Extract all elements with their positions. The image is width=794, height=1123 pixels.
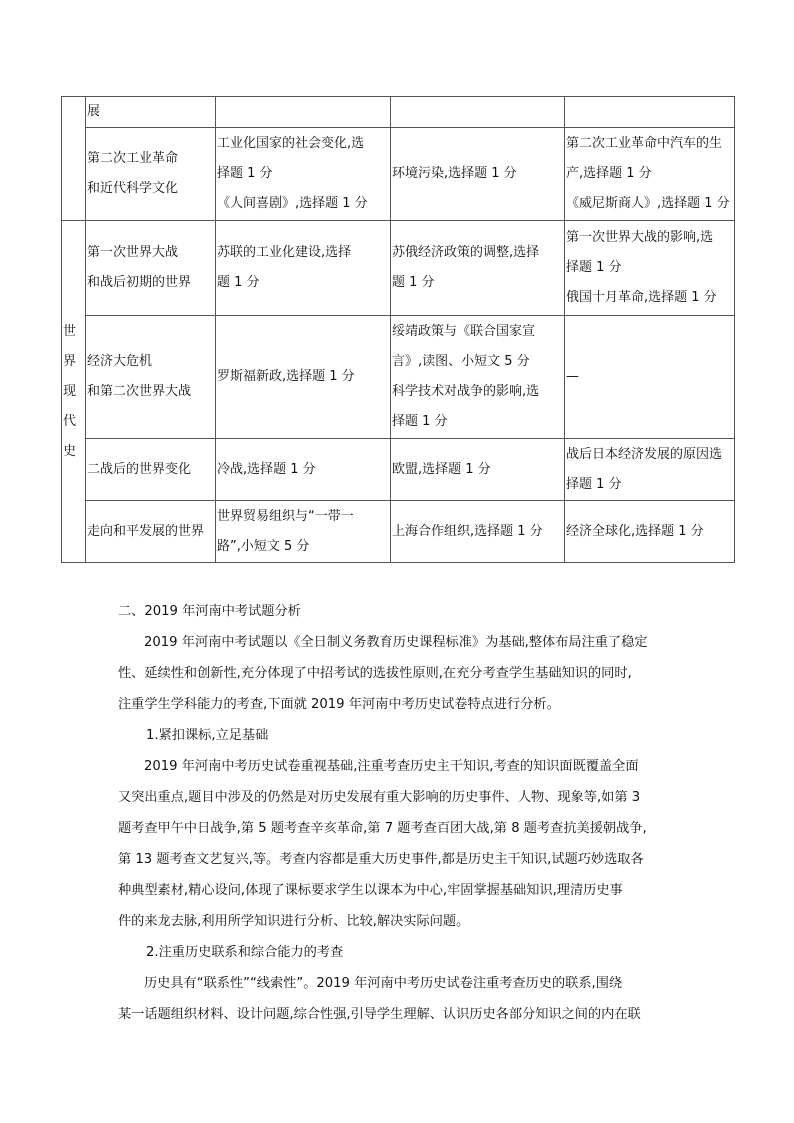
point1-title: 1.紧扣课标,立足基础 <box>146 728 269 743</box>
cell-line: 欧盟,选择题 1 分 <box>392 461 491 477</box>
theme-cell <box>86 501 216 563</box>
exam-point-cell <box>565 439 735 501</box>
text-line: 种典型素材,精心设问,体现了课标要求学生以课本为中心,牢固掌握基础知识,理清历史事 <box>118 883 623 898</box>
exam-point-cell <box>216 316 391 439</box>
cell-line: 《威尼斯商人》,选择题 1 分 <box>566 196 730 211</box>
point1-paragraph <box>118 751 678 937</box>
table-row <box>62 501 735 563</box>
theme-cell <box>86 128 216 221</box>
text-line: 注重学生学科能力的考查,下面就 2019 年河南中考历史试卷特点进行分析。 <box>118 697 560 712</box>
cell-line: 环境污染,选择题 1 分 <box>392 166 517 181</box>
cell-line: 苏俄经济政策的调整,选择 <box>392 245 540 260</box>
exam-point-cell <box>391 439 565 501</box>
exam-point-cell <box>216 128 391 221</box>
exam-point-cell <box>216 97 391 128</box>
cell-line: 产,选择题 1 分 <box>566 166 652 181</box>
cell-line: 择题 1 分 <box>392 414 448 429</box>
theme-cell <box>86 221 216 316</box>
cell-line: 第二次工业革命中汽车的生 <box>566 136 723 151</box>
cell-line: 言》,读图、小短文 5 分 <box>392 354 530 369</box>
exam-point-cell <box>216 221 391 316</box>
cell-line: 《人间喜剧》,选择题 1 分 <box>217 196 368 211</box>
exam-point-cell <box>391 128 565 221</box>
cell-line: 罗斯福新政,选择题 1 分 <box>217 369 355 384</box>
text-line: 2019 年河南中考历史试卷重视基础,注重考查历史主干知识,考查的知识面既覆盖全面 <box>144 759 639 774</box>
cell-line: 战后日本经济发展的原因选 <box>566 446 723 462</box>
text-line: 某一话题组织材料、设计问题,综合性强,引导学生理解、认识历史各部分知识之间的内在联 <box>118 1007 641 1022</box>
cell-line: 题 1 分 <box>217 275 260 290</box>
cell-line: 择题 1 分 <box>566 260 622 275</box>
era-cell-empty <box>62 97 86 221</box>
cell-line: 题 1 分 <box>392 275 435 290</box>
cell-line: 和近代科学文化 <box>87 181 179 196</box>
era-cell <box>62 221 86 563</box>
table-row <box>62 221 735 316</box>
era-char: 代 <box>63 413 77 429</box>
cell-line: 第二次工业革命 <box>87 151 179 166</box>
analysis-section <box>118 596 678 1030</box>
cell-line: 择题 1 分 <box>217 166 273 181</box>
era-char: 界 <box>63 353 77 369</box>
cell-line: 科学技术对战争的影响,选 <box>392 384 540 399</box>
text-line: 题考查甲午中日战争,第 5 题考查辛亥革命,第 7 题考查百团大战,第 8 题考查抗美援朝战争, <box>118 821 647 836</box>
exam-point-cell <box>565 316 735 439</box>
cell-line: 世界贸易组织与“一带一 <box>217 508 354 524</box>
exam-point-cell <box>391 501 565 563</box>
exam-point-cell <box>391 221 565 316</box>
point2-title: 2.注重历史联系和综合能力的考查 <box>146 945 344 960</box>
exam-point-cell <box>565 128 735 221</box>
exam-point-cell <box>391 316 565 439</box>
exam-point-cell <box>565 501 735 563</box>
era-char: 世 <box>63 323 77 339</box>
cell-line: 路”,小短文 5 分 <box>217 538 310 554</box>
exam-point-cell <box>216 439 391 501</box>
era-char: 现 <box>63 383 77 399</box>
cell-line: 经济全球化,选择题 1 分 <box>566 523 704 539</box>
text-line: 又突出重点,题目中涉及的仍然是对历史发展有重大影响的历史事件、人物、现象等,如第 3 <box>118 790 641 805</box>
cell-line: 走向和平发展的世界 <box>87 523 205 539</box>
exam-analysis-table <box>61 96 735 563</box>
table-row <box>62 128 735 221</box>
cell-line: 俄国十月革命,选择题 1 分 <box>566 290 717 305</box>
era-char: 史 <box>63 443 77 459</box>
table-row <box>62 97 735 128</box>
cell-line: 第一次世界大战 <box>87 245 179 260</box>
table-row <box>62 439 735 501</box>
theme-cell <box>86 97 216 128</box>
exam-point-cell <box>565 97 735 128</box>
cell-line: 和第二次世界大战 <box>87 384 192 399</box>
cell-line: 第一次世界大战的影响,选 <box>566 230 714 245</box>
cell-line: 工业化国家的社会变化,选 <box>217 136 365 151</box>
table-row <box>62 316 735 439</box>
text-line: 件的来龙去脉,利用所学知识进行分析、比较,解决实际问题。 <box>118 914 470 929</box>
intro-paragraph <box>118 627 678 720</box>
cell-line: 二战后的世界变化 <box>87 461 192 477</box>
cell-line: 展 <box>87 104 101 119</box>
text-line: 性、延续性和创新性,充分体现了中招考试的选拔性原则,在充分考查学生基础知识的同时, <box>118 666 632 681</box>
text-line: 历史具有“联系性”“线索性”。2019 年河南中考历史试卷注重考查历史的联系,围绕 <box>144 976 623 991</box>
cell-line: 经济大危机 <box>87 354 153 369</box>
exam-point-cell <box>391 97 565 128</box>
point2-paragraph <box>118 968 678 1030</box>
cell-line: 择题 1 分 <box>566 476 622 492</box>
exam-point-cell <box>565 221 735 316</box>
exam-point-cell <box>216 501 391 563</box>
cell-line: 和战后初期的世界 <box>87 275 192 290</box>
cell-line: 冷战,选择题 1 分 <box>217 461 316 477</box>
theme-cell <box>86 316 216 439</box>
cell-line: 上海合作组织,选择题 1 分 <box>392 523 543 539</box>
theme-cell <box>86 439 216 501</box>
cell-line: 绥靖政策与《联合国家宣 <box>392 324 536 339</box>
section-heading: 二、2019 年河南中考试题分析 <box>118 604 301 619</box>
cell-line: 苏联的工业化建设,选择 <box>217 245 352 260</box>
table-body <box>62 97 735 563</box>
cell-line: — <box>566 369 579 384</box>
text-line: 第 13 题考查文艺复兴,等。考查内容都是重大历史事件,都是历史主干知识,试题巧妙选取各 <box>118 852 644 867</box>
text-line: 2019 年河南中考试题以《全日制义务教育历史课程标准》为基础,整体布局注重了稳定 <box>144 635 648 650</box>
